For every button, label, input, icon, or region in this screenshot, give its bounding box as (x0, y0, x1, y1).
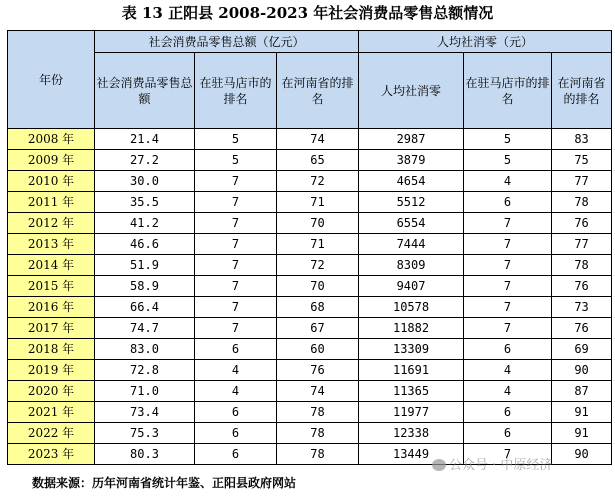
table-row (8, 129, 612, 150)
retail-total-cell: 30.0 (95, 171, 195, 192)
per-capita-cell: 11977 (359, 402, 464, 423)
per-capita-province-rank-cell: 91 (552, 423, 612, 444)
watermark-text: 公众号 · 中原经济 (449, 458, 553, 473)
per-capita-city-rank-cell: 7 (464, 255, 552, 276)
retail-province-rank-cell: 70 (277, 213, 359, 234)
year-cell: 2023 年 (8, 444, 95, 465)
table-row (8, 276, 612, 297)
watermark (432, 457, 552, 475)
per-capita-cell: 5512 (359, 192, 464, 213)
table-row (8, 150, 612, 171)
retail-province-rank-cell: 78 (277, 423, 359, 444)
per-capita-province-rank-cell: 77 (552, 234, 612, 255)
per-capita-cell: 7444 (359, 234, 464, 255)
year-cell: 2021 年 (8, 402, 95, 423)
retail-city-rank-cell: 4 (195, 360, 277, 381)
per-capita-province-rank-cell: 87 (552, 381, 612, 402)
table-row (8, 192, 612, 213)
retail-sales-table (7, 30, 612, 465)
year-cell: 2014 年 (8, 255, 95, 276)
retail-city-rank-cell: 6 (195, 339, 277, 360)
retail-city-rank-cell: 7 (195, 276, 277, 297)
per-capita-cell: 11365 (359, 381, 464, 402)
retail-city-rank-cell: 7 (195, 192, 277, 213)
table-row (8, 213, 612, 234)
per-capita-province-rank-cell: 73 (552, 297, 612, 318)
retail-province-rank-cell: 71 (277, 192, 359, 213)
year-cell: 2015 年 (8, 276, 95, 297)
retail-total-cell: 21.4 (95, 129, 195, 150)
retail-total-cell: 80.3 (95, 444, 195, 465)
year-cell: 2008 年 (8, 129, 95, 150)
year-cell: 2013 年 (8, 234, 95, 255)
retail-total-cell: 46.6 (95, 234, 195, 255)
retail-city-rank-cell: 7 (195, 171, 277, 192)
retail-province-rank-header: 在河南省的排名 (277, 53, 359, 129)
per-capita-city-rank-cell: 4 (464, 171, 552, 192)
per-capita-province-rank-cell: 76 (552, 276, 612, 297)
per-capita-city-rank-cell: 6 (464, 192, 552, 213)
per-capita-group-header: 人均社消零（元） (359, 31, 612, 53)
retail-total-cell: 74.7 (95, 318, 195, 339)
per-capita-cell: 12338 (359, 423, 464, 444)
retail-city-rank-cell: 5 (195, 150, 277, 171)
retail-province-rank-cell: 68 (277, 297, 359, 318)
per-capita-cell: 13449 (359, 444, 464, 465)
table-row (8, 318, 612, 339)
retail-total-header: 社会消费品零售总额 (95, 53, 195, 129)
retail-province-rank-cell: 76 (277, 360, 359, 381)
wechat-icon (432, 459, 446, 471)
retail-total-cell: 75.3 (95, 423, 195, 444)
retail-total-cell: 51.9 (95, 255, 195, 276)
year-cell: 2020 年 (8, 381, 95, 402)
per-capita-city-rank-cell: 7 (464, 276, 552, 297)
per-capita-cell: 8309 (359, 255, 464, 276)
per-capita-cell: 9407 (359, 276, 464, 297)
table-row (8, 171, 612, 192)
table-row (8, 423, 612, 444)
per-capita-city-rank-cell: 4 (464, 360, 552, 381)
retail-total-cell: 73.4 (95, 402, 195, 423)
page-title: 表 13 正阳县 2008-2023 年社会消费品零售总额情况 (121, 4, 494, 22)
table-row (8, 255, 612, 276)
year-cell: 2016 年 (8, 297, 95, 318)
per-capita-city-rank-header: 在驻马店市的排名 (464, 53, 552, 129)
retail-province-rank-cell: 60 (277, 339, 359, 360)
per-capita-province-rank-header: 在河南省的排名 (552, 53, 612, 129)
per-capita-cell: 13309 (359, 339, 464, 360)
year-cell: 2011 年 (8, 192, 95, 213)
per-capita-cell: 11691 (359, 360, 464, 381)
per-capita-province-rank-cell: 90 (552, 360, 612, 381)
retail-total-cell: 66.4 (95, 297, 195, 318)
per-capita-cell: 11882 (359, 318, 464, 339)
per-capita-province-rank-cell: 76 (552, 213, 612, 234)
per-capita-cell: 4654 (359, 171, 464, 192)
year-cell: 2019 年 (8, 360, 95, 381)
per-capita-cell: 6554 (359, 213, 464, 234)
per-capita-city-rank-cell: 6 (464, 423, 552, 444)
retail-total-cell: 83.0 (95, 339, 195, 360)
per-capita-province-rank-cell: 75 (552, 150, 612, 171)
retail-city-rank-cell: 4 (195, 381, 277, 402)
per-capita-province-rank-cell: 83 (552, 129, 612, 150)
per-capita-header: 人均社消零 (359, 53, 464, 129)
retail-province-rank-cell: 72 (277, 171, 359, 192)
retail-province-rank-cell: 67 (277, 318, 359, 339)
retail-province-rank-cell: 74 (277, 129, 359, 150)
year-header: 年份 (8, 31, 95, 129)
retail-city-rank-header: 在驻马店市的排名 (195, 53, 277, 129)
retail-province-rank-cell: 74 (277, 381, 359, 402)
retail-province-rank-cell: 71 (277, 234, 359, 255)
year-cell: 2012 年 (8, 213, 95, 234)
per-capita-city-rank-cell: 6 (464, 339, 552, 360)
retail-city-rank-cell: 6 (195, 423, 277, 444)
table-row (8, 381, 612, 402)
table-row (8, 234, 612, 255)
year-cell: 2017 年 (8, 318, 95, 339)
retail-city-rank-cell: 7 (195, 234, 277, 255)
table-row (8, 402, 612, 423)
per-capita-province-rank-cell: 90 (552, 444, 612, 465)
year-cell: 2010 年 (8, 171, 95, 192)
retail-total-cell: 58.9 (95, 276, 195, 297)
year-cell: 2018 年 (8, 339, 95, 360)
table-row (8, 339, 612, 360)
retail-city-rank-cell: 7 (195, 297, 277, 318)
per-capita-city-rank-cell: 4 (464, 381, 552, 402)
retail-province-rank-cell: 65 (277, 150, 359, 171)
table-row (8, 297, 612, 318)
data-source-note: 数据来源：历年河南省统计年鉴、正阳县政府网站 (32, 476, 297, 490)
retail-province-rank-cell: 78 (277, 402, 359, 423)
retail-total-cell: 41.2 (95, 213, 195, 234)
retail-city-rank-cell: 5 (195, 129, 277, 150)
per-capita-province-rank-cell: 77 (552, 171, 612, 192)
per-capita-city-rank-cell: 7 (464, 213, 552, 234)
retail-total-cell: 71.0 (95, 381, 195, 402)
per-capita-city-rank-cell: 7 (464, 234, 552, 255)
retail-city-rank-cell: 7 (195, 255, 277, 276)
per-capita-cell: 3879 (359, 150, 464, 171)
table-body (8, 129, 612, 465)
per-capita-province-rank-cell: 78 (552, 192, 612, 213)
per-capita-cell: 10578 (359, 297, 464, 318)
year-cell: 2022 年 (8, 423, 95, 444)
per-capita-province-rank-cell: 69 (552, 339, 612, 360)
per-capita-cell: 2987 (359, 129, 464, 150)
retail-province-rank-cell: 78 (277, 444, 359, 465)
retail-total-cell: 72.8 (95, 360, 195, 381)
per-capita-city-rank-cell: 7 (464, 297, 552, 318)
retail-total-cell: 35.5 (95, 192, 195, 213)
retail-city-rank-cell: 7 (195, 318, 277, 339)
retail-province-rank-cell: 72 (277, 255, 359, 276)
per-capita-province-rank-cell: 78 (552, 255, 612, 276)
year-cell: 2009 年 (8, 150, 95, 171)
per-capita-province-rank-cell: 91 (552, 402, 612, 423)
table-row (8, 360, 612, 381)
retail-city-rank-cell: 6 (195, 444, 277, 465)
retail-city-rank-cell: 7 (195, 213, 277, 234)
header-group-row (8, 31, 612, 53)
retail-province-rank-cell: 70 (277, 276, 359, 297)
per-capita-province-rank-cell: 76 (552, 318, 612, 339)
per-capita-city-rank-cell: 7 (464, 444, 552, 465)
retail-total-group-header: 社会消费品零售总额（亿元） (95, 31, 359, 53)
per-capita-city-rank-cell: 5 (464, 150, 552, 171)
retail-city-rank-cell: 6 (195, 402, 277, 423)
per-capita-city-rank-cell: 7 (464, 318, 552, 339)
per-capita-city-rank-cell: 6 (464, 402, 552, 423)
per-capita-city-rank-cell: 5 (464, 129, 552, 150)
retail-total-cell: 27.2 (95, 150, 195, 171)
header-sub-row (8, 53, 612, 129)
